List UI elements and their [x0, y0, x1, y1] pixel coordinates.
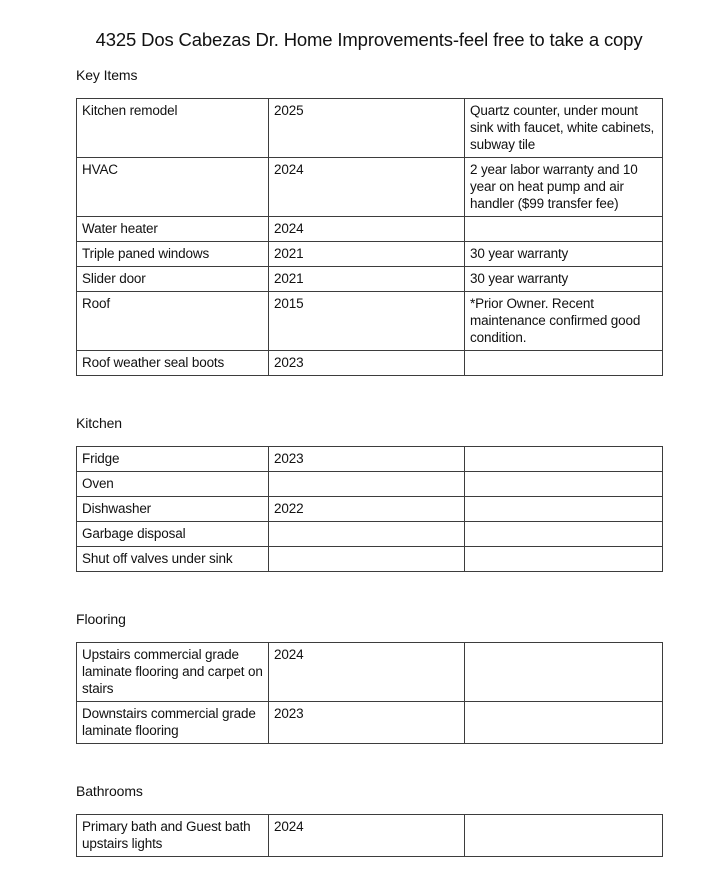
table-cell — [465, 472, 663, 497]
table-row — [77, 99, 663, 158]
table-cell: 2021 — [269, 267, 465, 292]
flooring-table — [76, 642, 663, 744]
table-cell: Roof — [77, 292, 269, 351]
table-cell: 2023 — [269, 351, 465, 376]
table-cell: 2024 — [269, 815, 465, 857]
table-row — [77, 242, 663, 267]
table-cell — [465, 643, 663, 702]
table-cell — [465, 497, 663, 522]
table-row — [77, 447, 663, 472]
table-cell — [269, 522, 465, 547]
table-row — [77, 815, 663, 857]
table-row — [77, 292, 663, 351]
table-cell: Shut off valves under sink — [77, 547, 269, 572]
table-cell: 2024 — [269, 217, 465, 242]
table-cell: 2024 — [269, 643, 465, 702]
table-cell: 2021 — [269, 242, 465, 267]
section-heading-key-items: Key Items — [76, 67, 138, 83]
table-cell: HVAC — [77, 158, 269, 217]
table-cell — [465, 702, 663, 744]
table-cell: Upstairs commercial grade laminate flooring and carpet on stairs — [77, 643, 269, 702]
table-cell: Primary bath and Guest bath upstairs lights — [77, 815, 269, 857]
table-cell: 30 year warranty — [465, 242, 663, 267]
table-cell: Water heater — [77, 217, 269, 242]
bathrooms-table — [76, 814, 663, 857]
table-cell — [269, 547, 465, 572]
table-cell: 2015 — [269, 292, 465, 351]
table-cell — [465, 447, 663, 472]
section-heading-flooring: Flooring — [76, 611, 126, 627]
key-items-table — [76, 98, 663, 376]
table-cell — [465, 815, 663, 857]
table-cell: Triple paned windows — [77, 242, 269, 267]
table-row — [77, 547, 663, 572]
section-kitchen — [76, 414, 662, 572]
table-row — [77, 522, 663, 547]
kitchen-table — [76, 446, 663, 572]
table-row — [77, 643, 663, 702]
table-cell: 30 year warranty — [465, 267, 663, 292]
table-cell: Dishwasher — [77, 497, 269, 522]
table-cell: 2025 — [269, 99, 465, 158]
table-cell: *Prior Owner. Recent maintenance confirmed good condition. — [465, 292, 663, 351]
table-row — [77, 702, 663, 744]
table-cell — [465, 217, 663, 242]
table-cell — [269, 472, 465, 497]
table-cell: Slider door — [77, 267, 269, 292]
table-cell: 2023 — [269, 702, 465, 744]
table-cell: Garbage disposal — [77, 522, 269, 547]
section-flooring — [76, 610, 662, 744]
table-row — [77, 158, 663, 217]
section-heading-kitchen: Kitchen — [76, 415, 122, 431]
table-cell: Fridge — [77, 447, 269, 472]
document-title: 4325 Dos Cabezas Dr. Home Improvements-feel free to take a copy — [95, 29, 643, 50]
table-row — [77, 472, 663, 497]
table-cell: 2023 — [269, 447, 465, 472]
section-bathrooms — [76, 782, 662, 857]
table-cell — [465, 522, 663, 547]
table-cell: Quartz counter, under mount sink with faucet, white cabinets, subway tile — [465, 99, 663, 158]
table-cell: 2 year labor warranty and 10 year on heat pump and air handler ($99 transfer fee) — [465, 158, 663, 217]
table-row — [77, 497, 663, 522]
table-row — [77, 217, 663, 242]
table-cell — [465, 547, 663, 572]
section-key-items — [76, 66, 662, 376]
table-row — [77, 351, 663, 376]
table-cell: Downstairs commercial grade laminate flooring — [77, 702, 269, 744]
table-cell: Oven — [77, 472, 269, 497]
table-cell — [465, 351, 663, 376]
table-cell: 2022 — [269, 497, 465, 522]
table-cell: 2024 — [269, 158, 465, 217]
table-cell: Kitchen remodel — [77, 99, 269, 158]
section-heading-bathrooms: Bathrooms — [76, 783, 143, 799]
table-cell: Roof weather seal boots — [77, 351, 269, 376]
table-row — [77, 267, 663, 292]
